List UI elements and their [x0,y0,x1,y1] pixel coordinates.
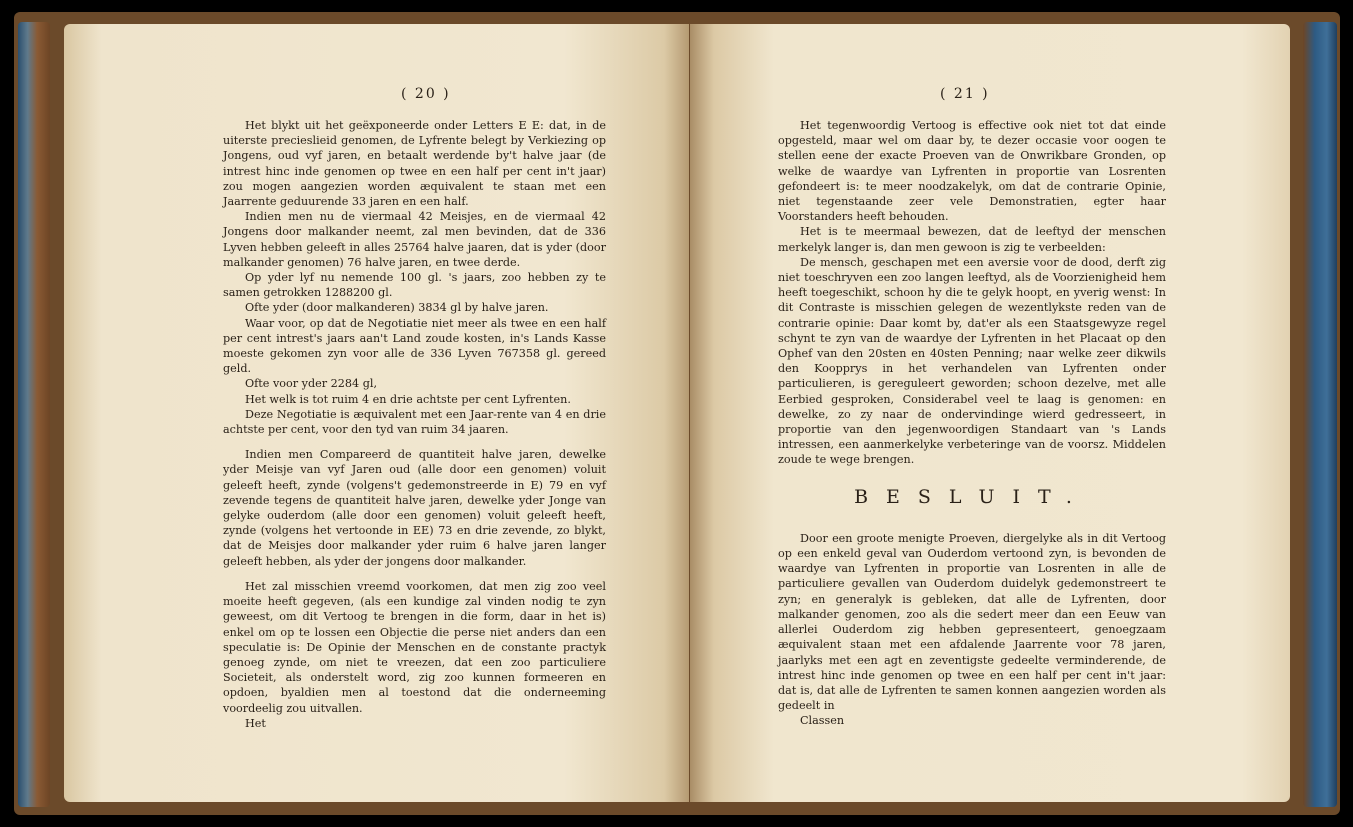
paragraph: Ofte yder (door malkanderen) 3834 gl by halve jaren. [245,301,549,315]
paragraph: Het blykt uit het geëxponeerde onder Letters E E: dat, in de uiterste precieslieid genomen, de Lyfrente belegt by Verkiezing op Jongens, oud vyf jaren, en betaalt werdende by't halve jaar (de intrest hinc inde genomen op twee en een half per cent in't jaar) zou mogen aangezien worden æquivalent te staan met een Jaarrente geduurende 33 jaren en een half. [223,119,606,209]
catchword: Het [245,716,266,730]
paragraph: Op yder lyf nu nemende 100 gl. 's jaars, zoo hebben zy te samen getrokken 1288200 gl. [223,271,606,300]
right-page [690,24,1290,802]
right-book-edge [1303,22,1337,807]
left-page [64,24,689,802]
paragraph: De mensch, geschapen met een aversie voor de dood, derft zig niet toeschryven een zoo langen leeftyd, als de Voorzienigheid hem heeft toegeschikt, schoon hy die te gelyk hoopt, en yverig wenst: In dit Contraste is misschien gelegen de wezentlykste reden van de contrarie opinie: Daar komt by, dat'er als een Staatsgewyze regel schynt te zyn van de waardye der Lyfrenten in het Placaat op den Ophef van den 20sten en 40sten Penning; naar welke zeer dikwils den Koopprys in het verhandelen van Lyfrenten onder particulieren, is gereguleert geworden; schoon dezelve, met alle Eerbied gesproken, Considerabel veel te laag is genomen: en dewelke, zo zy naar de ondervindinge wierd gedresseert, in proportie van den jegenwoordigen Standaart van 's Lands intressen, een aanmerkelyke verbeteringe van de voorsz. Middelen zoude te wege brengen. [778,255,1166,467]
paragraph: Het tegenwoordig Vertoog is effective ook niet tot dat einde opgesteld, maar wel om daar by, te dezer occasie voor oogen te stellen eene der exacte Proeven van de Onwrikbare Gronden, op welke de waardye van Lyfrenten in proportie van Losrenten gefondeert is: te meer noodzakelyk, om dat de contrarie Opinie, niet tegenstaande zeer vele Demonstratien, egter haar Voorstanders heeft behouden. [778,119,1166,224]
page-number: ( 20 ) [401,86,451,102]
paragraph: Waar voor, op dat de Negotiatie niet meer als twee en een half per cent intrest's jaars aan't Land zoude kosten, in's Lands Kasse moeste gekomen zyn voor alle de 336 Lyven 767358 gl. gereed geld. [223,316,606,376]
section-heading: BESLUIT. [854,485,1090,508]
page-number: ( 21 ) [940,86,990,102]
left-book-edge [18,22,50,807]
paragraph: Indien men nu de viermaal 42 Meisjes, en de viermaal 42 Jongens door malkander neemt, zal men bevinden, dat de 336 Lyven hebben geleeft in alles 25764 halve jaaren, dat is yder (door malkander genomen) 76 halve jaren, en twee derde. [223,210,606,269]
paragraph: Deze Negotiatie is æquivalent met een Jaar-rente van 4 en drie achtste per cent, voor den tyd van ruim 34 jaaren. [223,407,606,437]
paragraph: Het zal misschien vreemd voorkomen, dat men zig zoo veel moeite heeft gegeven, (als een kundige zal vinden nodig te zyn geweest, om dit Vertoog te brengen in die form, daar in het is) enkel om op te lossen een Objectie die perse niet anders dan een speculatie is: De Opinie der Menschen en de constante practyk genoeg zynde, om niet te vreezen, dat een zoo particuliere Societeit, als onderstelt word, zig zoo kunnen formeeren en opdoen, byaldien men al toestond dat die onderneeming voordeelig zou uitvallen. [223,579,606,715]
paragraph: Indien men Compareerd de quantiteit halve jaren, dewelke yder Meisje van vyf Jaren oud (alle door een genomen) voluit geleeft heeft, zynde (volgens't gedemonstreerde in E) 79 en vyf zevende tegens de quantiteit halve jaren, dewelke yder Jonge van gelyke ouderdom (alle door een genomen) voluit geleeft heeft, zynde (volgens het vertoonde in EE) 73 en drie zevende, zo blykt, dat de Meisjes door malkander yder ruim 6 halve jaren langer geleeft hebben, als yder der jongens door malkander. [223,448,606,568]
catchword: Classen [800,714,845,728]
paragraph: Door een groote menigte Proeven, diergelyke als in dit Vertoog op een enkeld geval van Ouderdom vertoond zyn, is bevonden de waardye van Lyfrenten in proportie van Losrenten in alle de particuliere gevallen van Ouderdom duidelyk gedemonstreert te zyn; en generalyk is gebleken, dat alle de Lyfrenten, door malkander genomen, zoo als die sedert meer dan een Eeuw van allerlei Ouderdom zig hebben gepresenteert, genoegzaam æquivalent staan met een afdalende Jaarrente voor 78 jaren, jaarlyks met een agt en zeventigste gedeelte verminderende, de intrest hinc inde genomen op twee en een half per cent in't jaar: dat is, dat alle de Lyfrenten te samen konnen aangezien worden als gedeelt in [778,531,1166,713]
paragraph: Het welk is tot ruim 4 en drie achtste per cent Lyfrenten. [245,392,571,406]
left-page-body [223,118,606,731]
paragraph: Ofte voor yder 2284 gl, [245,377,378,391]
paragraph: Het is te meermaal bewezen, dat de leeftyd der menschen merkelyk langer is, dan men gewoon is zig te verbeelden: [778,225,1166,254]
right-page-body [778,118,1166,729]
